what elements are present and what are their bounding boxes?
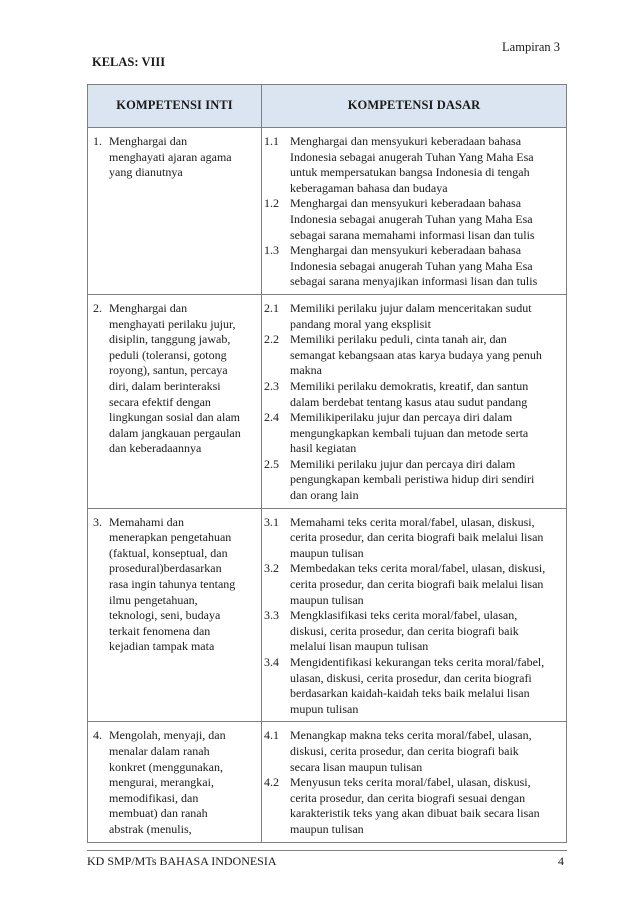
kd-line: pengungkapan kembali peristiwa hidup diri sendiri: [290, 472, 535, 487]
class-label: KELAS: VIII: [92, 55, 166, 69]
kd-cell: [262, 722, 567, 842]
table-row: [88, 294, 567, 508]
kd-number: 2.4: [264, 410, 279, 425]
ki-line: (faktual, konseptual, dan: [109, 545, 228, 560]
kd-line: dan orang lain: [290, 488, 359, 503]
kd-line: berdasarkan kaidah-kaidah teks baik melalui lisan: [290, 686, 530, 701]
kd-line: cerita prosedur, dan cerita biografi baik melalui lisan: [290, 577, 544, 592]
table-row: [88, 128, 567, 295]
ki-line: dan keberadaannya: [109, 441, 202, 456]
kd-number: 4.1: [264, 728, 279, 743]
kd-line: Memilikiperilaku jujur dan percaya diri dalam: [290, 410, 513, 425]
kd-line: Memiliki perilaku jujur dan percaya diri dalam: [290, 456, 516, 471]
kd-item: [264, 196, 562, 243]
ki-item: [93, 728, 259, 837]
kd-text: [290, 410, 562, 457]
ki-cell: [88, 722, 262, 842]
kd-text: [290, 457, 562, 504]
ki-line: yang dianutnya: [109, 165, 183, 180]
table-body: [88, 128, 567, 843]
ki-line: royong), santun, percaya: [109, 363, 228, 378]
kd-item: [264, 775, 562, 837]
kd-line: Mengidentifikasi kekurangan teks cerita moral/fabel,: [290, 655, 545, 669]
kd-line: Mengklasifikasi teks cerita moral/fabel, ulasan,: [290, 608, 518, 623]
ki-line: ilmu pengetahuan,: [109, 592, 198, 607]
kd-number: 3.2: [264, 561, 279, 576]
table-row: [88, 508, 567, 722]
ki-line: terkait fenomena dan: [109, 623, 211, 638]
kd-line: Menghargai dan mensyukuri keberadaan bahasa: [290, 243, 522, 258]
kd-line: Indonesia sebagai anugerah Tuhan yang Maha Esa: [290, 211, 533, 226]
kd-line: secara lisan maupun tulisan: [290, 759, 423, 774]
ki-line: menghayati ajaran agama: [109, 149, 232, 164]
kd-item: [264, 301, 562, 332]
kd-line: cerita prosedur, dan cerita biografi sesuai dengan: [290, 790, 526, 805]
kd-number: 3.3: [264, 608, 279, 623]
footer-document-title: KD SMP/MTs BAHASA INDONESIA: [87, 854, 277, 868]
kd-text: [290, 301, 562, 332]
kd-line: cerita prosedur, dan cerita biografi baik melalui lisan: [290, 530, 544, 545]
kd-line: dalam berdebat tentang kasus atau sudut pandang: [290, 394, 528, 409]
kd-item: [264, 515, 562, 562]
kd-line: Membedakan teks cerita moral/fabel, ulasan, diskusi,: [290, 561, 546, 576]
kd-number: 3.1: [264, 514, 279, 529]
ki-number: 4.: [93, 728, 102, 743]
kd-line: Memiliki perilaku peduli, cinta tanah air, dan: [290, 332, 507, 347]
header-kompetensi-inti: KOMPETENSI INTI: [88, 85, 262, 128]
kd-line: mupun tulisan: [290, 701, 359, 716]
kd-number: 3.4: [264, 655, 279, 669]
kd-number: 1.1: [264, 134, 279, 148]
kd-cell: [262, 294, 567, 508]
ki-text: [109, 134, 259, 181]
kd-line: Menghargai dan mensyukuri keberadaan bahasa: [290, 196, 522, 211]
ki-item: [93, 134, 259, 181]
ki-text: [109, 515, 259, 655]
kd-number: 1.2: [264, 196, 279, 211]
ki-number: 2.: [93, 300, 102, 315]
kd-line: mengungkapkan kembali tujuan dan metode serta: [290, 425, 529, 440]
ki-line: rasa ingin tahunya tentang: [109, 577, 236, 592]
kd-number: 2.1: [264, 300, 279, 315]
kd-text: [290, 775, 562, 837]
kd-number: 4.2: [264, 775, 279, 790]
kd-item: [264, 243, 562, 290]
competency-table: [87, 84, 567, 843]
ki-line: membuat) dan ranah: [109, 806, 208, 821]
kd-text: [290, 332, 562, 379]
kd-line: Memiliki perilaku demokratis, kreatif, dan santun: [290, 378, 529, 393]
ki-line: kejadian tampak mata: [109, 639, 215, 654]
kd-line: maupun tulisan: [290, 592, 364, 607]
table-header-row: [88, 85, 567, 128]
ki-text: [109, 728, 259, 837]
kd-line: Memahami teks cerita moral/fabel, ulasan, diskusi,: [290, 514, 535, 529]
kd-text: [290, 608, 562, 655]
kd-item: [264, 457, 562, 504]
kd-line: Memiliki perilaku jujur dalam menceritakan sudut: [290, 300, 532, 315]
kd-line: sebagai sarana memahami informasi lisan dan tulis: [290, 227, 535, 242]
ki-line: menghayati perilaku jujur,: [109, 316, 236, 331]
ki-line: peduli (toleransi, gotong: [109, 347, 227, 362]
kd-text: [290, 196, 562, 243]
kd-line: Menghargai dan mensyukuri keberadaan bahasa: [290, 134, 522, 148]
ki-line: lingkungan sosial dan alam: [109, 410, 240, 425]
kd-text: [290, 655, 562, 717]
kd-line: diskusi, cerita prosedur, dan cerita biografi baik: [290, 623, 519, 638]
kd-item: [264, 655, 562, 717]
kd-line: Indonesia sebagai anugerah Tuhan Yang Maha Esa: [290, 149, 534, 164]
ki-line: secara efektif dengan: [109, 394, 211, 409]
ki-line: memodifikasi, dan: [109, 790, 199, 805]
ki-line: teknologi, seni, budaya: [109, 608, 221, 623]
kd-line: hasil kegiatan: [290, 441, 357, 456]
kd-line: diskusi, cerita prosedur, dan cerita biografi baik: [290, 743, 519, 758]
kd-item: [264, 410, 562, 457]
kd-line: untuk mempersatukan bangsa Indonesia di tengah: [290, 165, 530, 180]
table-row: [88, 722, 567, 842]
kd-line: makna: [290, 363, 322, 378]
ki-number: 1.: [93, 134, 102, 148]
kd-item: [264, 728, 562, 775]
kd-text: [290, 243, 562, 290]
ki-cell: [88, 294, 262, 508]
kd-number: 2.2: [264, 332, 279, 347]
ki-line: prosedural)berdasarkan: [109, 561, 222, 576]
kd-line: pandang moral yang eksplisit: [290, 316, 431, 331]
kd-text: [290, 561, 562, 608]
kd-line: semangat kebangsaan atas karya budaya yang penuh: [290, 347, 542, 362]
ki-text: [109, 301, 259, 457]
ki-line: menerapkan pengetahuan: [109, 530, 232, 545]
ki-number: 3.: [93, 514, 102, 529]
ki-item: [93, 515, 259, 655]
footer-page-number: 4: [558, 854, 564, 868]
kd-text: [290, 379, 562, 410]
ki-line: konkret (menggunakan,: [109, 759, 223, 774]
ki-line: dalam jangkauan pergaulan: [109, 425, 241, 440]
footer-divider: [87, 850, 567, 851]
kd-line: Menyusun teks cerita moral/fabel, ulasan, diskusi,: [290, 775, 531, 790]
kd-line: keberagaman bahasa dan budaya: [290, 180, 448, 195]
kd-line: Menangkap makna teks cerita moral/fabel, ulasan,: [290, 728, 532, 743]
kd-line: maupun tulisan: [290, 821, 364, 836]
kd-line: Indonesia sebagai anugerah Tuhan yang Maha Esa: [290, 258, 533, 273]
ki-item: [93, 301, 259, 457]
ki-line: disiplin, tanggung jawab,: [109, 332, 231, 347]
kd-number: 2.3: [264, 378, 279, 393]
ki-line: abstrak (menulis,: [109, 821, 192, 836]
kd-line: maupun tulisan: [290, 545, 364, 560]
ki-line: menalar dalam ranah: [109, 743, 210, 758]
ki-line: mengurai, merangkai,: [109, 775, 214, 790]
kd-text: [290, 728, 562, 775]
kd-number: 2.5: [264, 456, 279, 471]
kd-cell: [262, 508, 567, 722]
kd-item: [264, 379, 562, 410]
kd-line: sebagai sarana menyajikan informasi lisan dan tulis: [290, 274, 538, 289]
kd-cell: [262, 128, 567, 295]
kd-item: [264, 561, 562, 608]
header-kompetensi-dasar: KOMPETENSI DASAR: [262, 85, 567, 128]
ki-cell: [88, 128, 262, 295]
kd-line: karakteristik teks yang akan dibuat baik secara lisan: [290, 806, 540, 821]
ki-line: Menghargai dan: [109, 134, 188, 148]
ki-line: Menghargai dan: [109, 300, 188, 315]
appendix-label: Lampiran 3: [502, 40, 560, 54]
kd-line: ulasan, diskusi, cerita prosedur, dan cerita biografi: [290, 670, 532, 685]
ki-cell: [88, 508, 262, 722]
kd-number: 1.3: [264, 243, 279, 258]
kd-text: [290, 134, 562, 196]
ki-line: Memahami dan: [109, 514, 184, 529]
ki-line: Mengolah, menyaji, dan: [109, 728, 226, 743]
kd-item: [264, 608, 562, 655]
kd-text: [290, 515, 562, 562]
ki-line: diri, dalam berinteraksi: [109, 378, 221, 393]
kd-item: [264, 332, 562, 379]
kd-item: [264, 134, 562, 196]
kd-line: melalui lisan maupun tulisan: [290, 639, 429, 654]
